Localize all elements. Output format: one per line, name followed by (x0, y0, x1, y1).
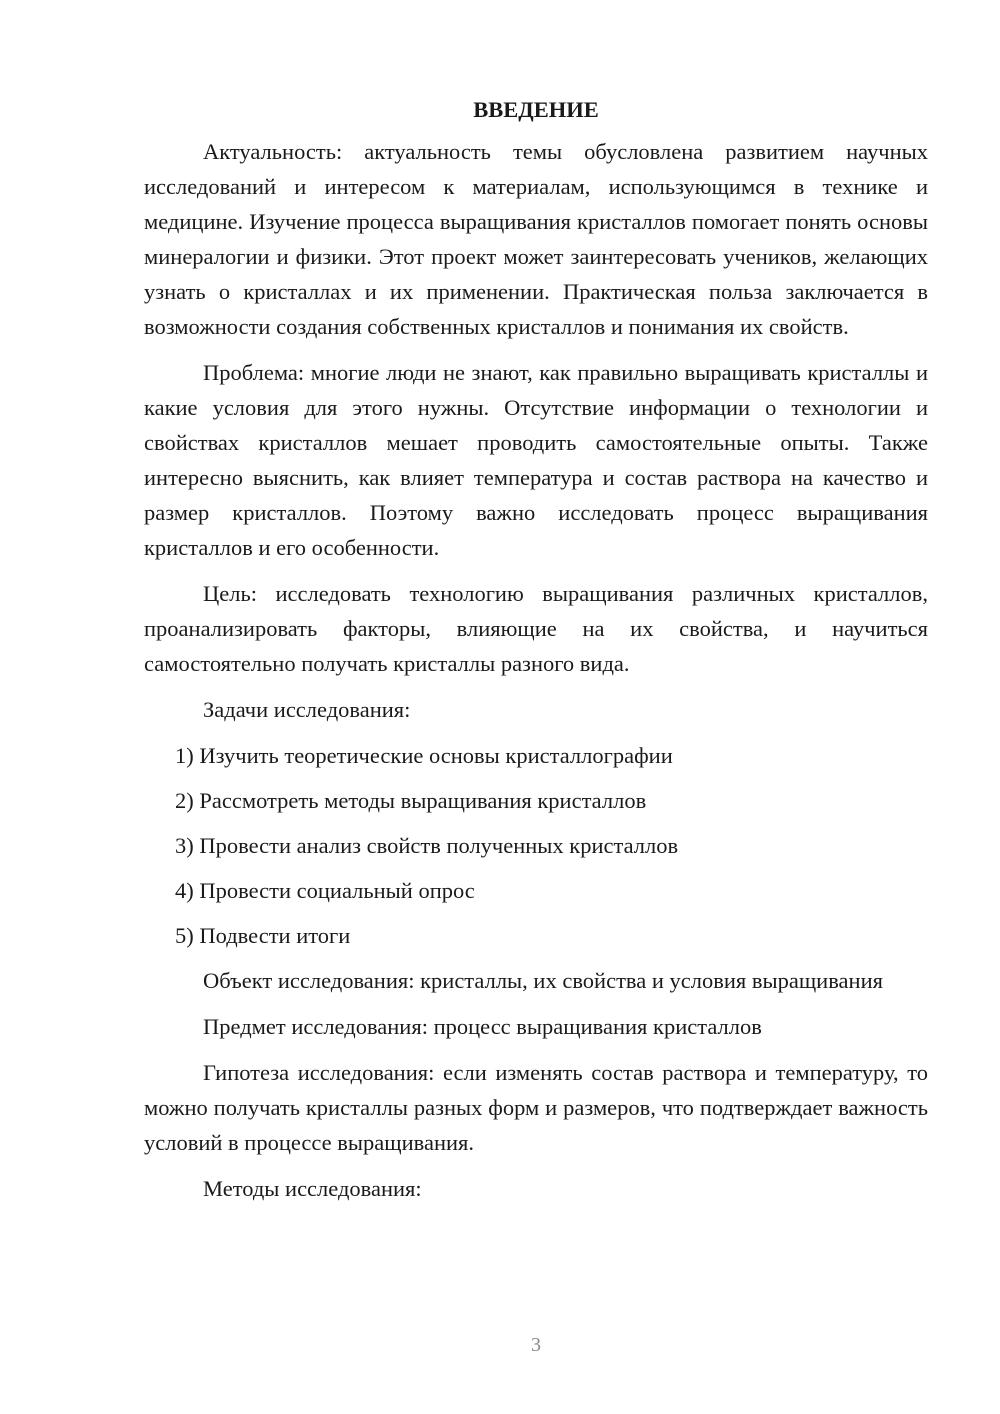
section-title: ВВЕДЕНИЕ (473, 97, 599, 122)
goal-paragraph: Цель: исследовать технологию выращивания различных кристаллов, проанализировать факторы, влияющие на их свойства, и научиться самостоятельно получать кристаллы разного вида. (144, 581, 928, 676)
problem-paragraph: Проблема: многие люди не знают, как правильно выращивать кристаллы и какие условия для этого нужны. Отсутствие информации о технологии и свойствах кристаллов мешает проводить самостоятельные опыты. Также интересно выяснить, как влияет температура и состав раствора на качество и размер кристаллов. Поэтому важно исследовать процесс выращивания кристаллов и его особенности. (144, 360, 928, 560)
task-item: 2) Рассмотреть методы выращивания кристаллов (175, 788, 647, 813)
task-item: 5) Подвести итоги (175, 923, 351, 948)
tasks-list (144, 738, 928, 953)
subject-paragraph: Предмет исследования: процесс выращивания кристаллов (203, 1014, 762, 1039)
tasks-heading: Задачи исследования: (203, 697, 411, 722)
methods-heading: Методы исследования: (203, 1176, 422, 1201)
page-content (144, 92, 928, 1217)
relevance-paragraph: Актуальность: актуальность темы обусловлена развитием научных исследований и интересом к материалам, использующимся в технике и медицине. Изучение процесса выращивания кристаллов помогает понять основы минералогии и физики. Этот проект может заинтересовать учеников, желающих узнать о кристаллах и их применении. Практическая польза заключается в возможности создания собственных кристаллов и понимания их свойств. (144, 139, 928, 339)
task-item: 3) Провести анализ свойств полученных кристаллов (175, 833, 679, 858)
task-item: 4) Провести социальный опрос (175, 878, 475, 903)
task-item: 1) Изучить теоретические основы кристаллографии (175, 743, 673, 768)
object-paragraph: Объект исследования: кристаллы, их свойства и условия выращивания (203, 968, 883, 993)
page-number: 3 (531, 1334, 541, 1356)
hypothesis-paragraph: Гипотеза исследования: если изменять состав раствора и температуру, то можно получать кристаллы разных форм и размеров, что подтверждает важность условий в процессе выращивания. (144, 1060, 928, 1155)
